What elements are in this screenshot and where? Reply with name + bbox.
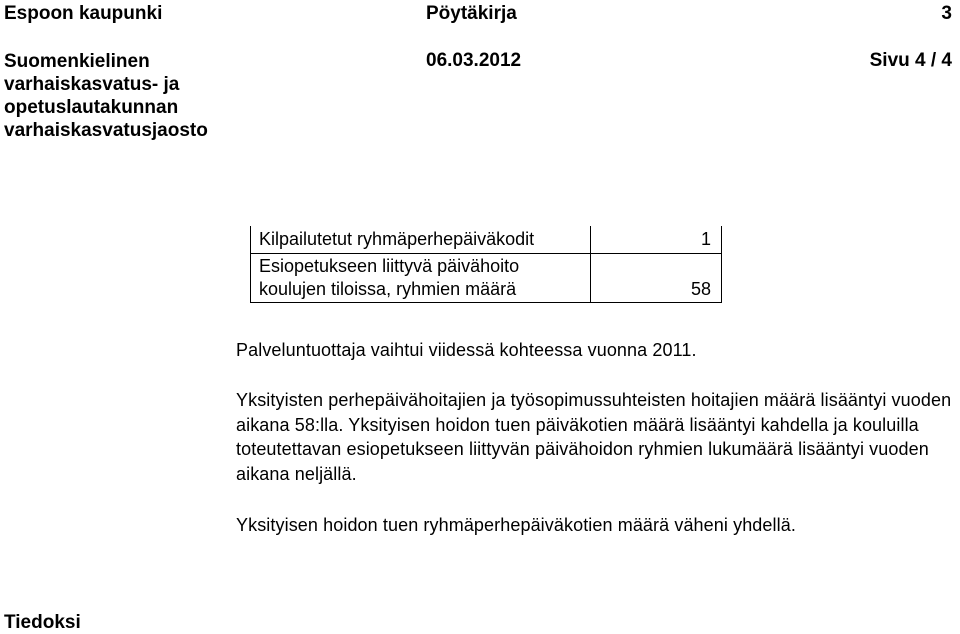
- document-type: Pöytäkirja: [426, 3, 517, 24]
- paragraph: Yksityisten perhepäivähoitajien ja työsopimussuhteisten hoitajien määrä lisääntyi vuoden aikana 58:lla. Yksityisen hoidon tuen päiväkotien määrä lisääntyi kahdella ja kouluilla toteutettavan esiopetukseen liittyvän päivähoidon ryhmien lukumäärä lisääntyi vuoden aikana neljällä.: [236, 390, 952, 484]
- organization-name: Espoon kaupunki: [4, 3, 163, 24]
- item-number: 3: [941, 3, 952, 24]
- table-cell-value: 1: [591, 226, 722, 254]
- body-name-line: Suomenkielinen: [4, 51, 150, 72]
- table-cell-value: 58: [591, 254, 722, 303]
- meeting-date: 06.03.2012: [426, 50, 522, 71]
- body-name-line: varhaiskasvatus- ja: [4, 74, 180, 95]
- paragraph: Yksityisen hoidon tuen ryhmäperhepäiväkotien määrä väheni yhdellä.: [236, 515, 796, 535]
- page-number: Sivu 4 / 4: [869, 50, 952, 71]
- paragraph: Palveluntuottaja vaihtui viidessä kohteessa vuonna 2011.: [236, 340, 697, 360]
- body-name: [4, 50, 208, 142]
- body-name-line: varhaiskasvatusjaosto: [4, 120, 208, 141]
- table-row: [251, 226, 722, 254]
- statistics-table: [250, 226, 722, 303]
- distribution-heading: Tiedoksi: [4, 612, 81, 633]
- table-cell-label: Kilpailutetut ryhmäperhepäiväkodit: [251, 226, 591, 254]
- table-row: [251, 254, 722, 303]
- table-cell-label: Esiopetukseen liittyvä päivähoito koulujen tiloissa, ryhmien määrä: [251, 254, 591, 303]
- body-name-line: opetuslautakunnan: [4, 97, 179, 118]
